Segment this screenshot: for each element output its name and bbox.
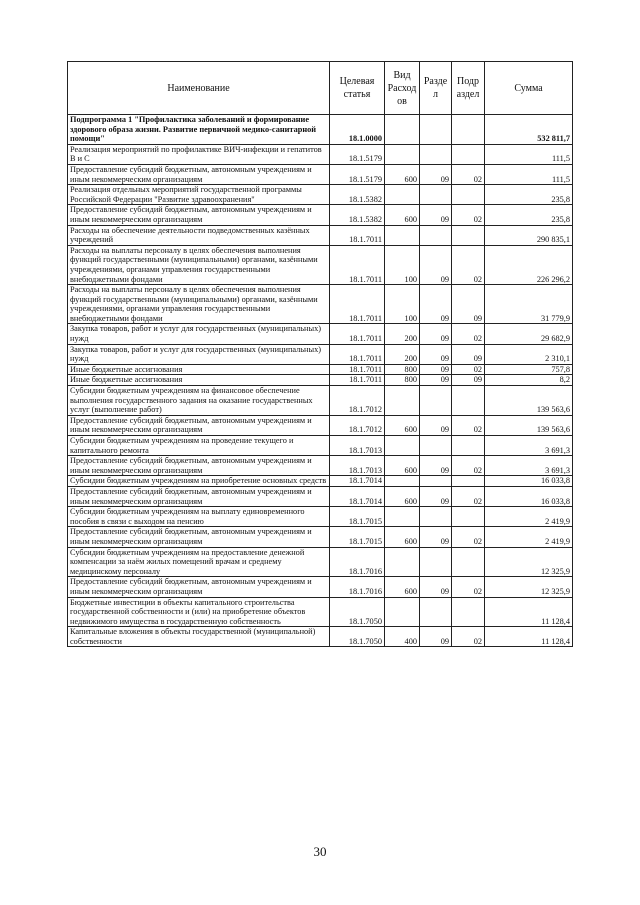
row-subsection-cell: 02 xyxy=(452,164,485,184)
row-section-cell: 09 xyxy=(420,375,452,386)
table-row xyxy=(68,456,573,476)
row-type-cell: 600 xyxy=(385,205,420,225)
row-subsection-cell: 09 xyxy=(452,375,485,386)
row-name-cell: Иные бюджетные ассигнования xyxy=(68,375,330,386)
row-target-cell: 18.1.7015 xyxy=(330,527,385,547)
row-target-cell: 18.1.7014 xyxy=(330,476,385,487)
row-section-cell: 09 xyxy=(420,164,452,184)
row-target-cell: 18.1.5382 xyxy=(330,205,385,225)
row-type-cell xyxy=(385,115,420,145)
row-type-cell: 200 xyxy=(385,324,420,344)
row-subsection-cell: 02 xyxy=(452,456,485,476)
page-number: 30 xyxy=(313,844,327,859)
row-section-cell xyxy=(420,115,452,145)
row-sum-cell: 290 835,1 xyxy=(485,225,573,245)
row-name-cell: Закупка товаров, работ и услуг для государственных (муниципальных) нужд xyxy=(68,324,330,344)
row-subsection-cell xyxy=(452,225,485,245)
row-target-cell: 18.1.7011 xyxy=(330,245,385,284)
row-section-cell: 09 xyxy=(420,364,452,375)
row-sum-cell: 31 779,9 xyxy=(485,285,573,324)
row-type-cell: 200 xyxy=(385,344,420,364)
row-section-cell: 09 xyxy=(420,627,452,647)
header-name: Наименование xyxy=(68,62,330,115)
row-name-cell: Предоставление субсидий бюджетным, автономным учреждениям и иным некоммерческим организациям xyxy=(68,205,330,225)
table-row xyxy=(68,436,573,456)
row-type-cell xyxy=(385,547,420,577)
table-body xyxy=(68,115,573,647)
row-target-cell: 18.1.7011 xyxy=(330,375,385,386)
table-row xyxy=(68,386,573,416)
row-section-cell: 09 xyxy=(420,486,452,506)
row-type-cell: 800 xyxy=(385,375,420,386)
row-sum-cell: 11 128,4 xyxy=(485,627,573,647)
table-row xyxy=(68,527,573,547)
row-subsection-cell: 09 xyxy=(452,285,485,324)
row-target-cell: 18.1.7011 xyxy=(330,225,385,245)
row-type-cell: 600 xyxy=(385,415,420,435)
header-sum: Сумма xyxy=(485,62,573,115)
row-name-cell: Субсидии бюджетным учреждениям на финансовое обеспечение выполнения государственного задания на оказание государственных услуг (выполнение работ) xyxy=(68,386,330,416)
row-sum-cell: 226 296,2 xyxy=(485,245,573,284)
table-row xyxy=(68,476,573,487)
row-target-cell: 18.1.5382 xyxy=(330,185,385,205)
row-type-cell: 600 xyxy=(385,164,420,184)
row-section-cell xyxy=(420,386,452,416)
row-name-cell: Бюджетные инвестиции в объекты капитального строительства государственной собственности и (или) на приобретение объектов недвижимого имущества в государственную собственность xyxy=(68,597,330,627)
row-target-cell: 18.1.7011 xyxy=(330,344,385,364)
row-type-cell: 100 xyxy=(385,245,420,284)
row-subsection-cell xyxy=(452,185,485,205)
row-target-cell: 18.1.7011 xyxy=(330,364,385,375)
row-target-cell: 18.1.7013 xyxy=(330,456,385,476)
row-target-cell: 18.1.7050 xyxy=(330,597,385,627)
row-type-cell: 100 xyxy=(385,285,420,324)
row-section-cell: 09 xyxy=(420,205,452,225)
row-target-cell: 18.1.7014 xyxy=(330,486,385,506)
row-type-cell xyxy=(385,507,420,527)
row-subsection-cell xyxy=(452,507,485,527)
row-subsection-cell xyxy=(452,115,485,145)
row-name-cell: Субсидии бюджетным учреждениям на проведение текущего и капитального ремонта xyxy=(68,436,330,456)
row-subsection-cell xyxy=(452,597,485,627)
header-target: Целевая статья xyxy=(330,62,385,115)
row-sum-cell: 235,8 xyxy=(485,205,573,225)
row-name-cell: Расходы на обеспечение деятельности подведомственных казённых учреждений xyxy=(68,225,330,245)
row-name-cell: Предоставление субсидий бюджетным, автономным учреждениям и иным некоммерческим организациям xyxy=(68,164,330,184)
row-subsection-cell: 02 xyxy=(452,415,485,435)
table-row xyxy=(68,205,573,225)
row-name-cell: Расходы на выплаты персоналу в целях обеспечения выполнения функций государственными (муниципальными) органами, казёнными учреждениями, органами управления государственными внебюджетными фондами xyxy=(68,245,330,284)
row-section-cell xyxy=(420,507,452,527)
row-type-cell: 400 xyxy=(385,627,420,647)
row-target-cell: 18.1.7011 xyxy=(330,285,385,324)
row-subsection-cell: 02 xyxy=(452,245,485,284)
table-row xyxy=(68,285,573,324)
table-row xyxy=(68,225,573,245)
row-sum-cell: 757,8 xyxy=(485,364,573,375)
row-target-cell: 18.1.7011 xyxy=(330,324,385,344)
row-sum-cell: 12 325,9 xyxy=(485,577,573,597)
table-row xyxy=(68,245,573,284)
row-section-cell: 09 xyxy=(420,577,452,597)
row-name-cell: Субсидии бюджетным учреждениям на выплату единовременного пособия в связи с выходом на пенсию xyxy=(68,507,330,527)
row-section-cell xyxy=(420,225,452,245)
row-type-cell: 600 xyxy=(385,527,420,547)
table-row xyxy=(68,507,573,527)
row-subsection-cell xyxy=(452,476,485,487)
row-section-cell: 09 xyxy=(420,285,452,324)
table-row xyxy=(68,375,573,386)
table-row xyxy=(68,627,573,647)
row-subsection-cell xyxy=(452,144,485,164)
row-type-cell: 600 xyxy=(385,577,420,597)
table-row xyxy=(68,144,573,164)
row-type-cell xyxy=(385,597,420,627)
header-section: Разде л xyxy=(420,62,452,115)
table-row xyxy=(68,486,573,506)
table-row xyxy=(68,164,573,184)
row-sum-cell: 16 033,8 xyxy=(485,476,573,487)
row-target-cell: 18.1.5179 xyxy=(330,144,385,164)
row-name-cell: Предоставление субсидий бюджетным, автономным учреждениям и иным некоммерческим организациям xyxy=(68,415,330,435)
row-target-cell: 18.1.5179 xyxy=(330,164,385,184)
row-sum-cell: 235,8 xyxy=(485,185,573,205)
row-subsection-cell xyxy=(452,436,485,456)
row-type-cell xyxy=(385,185,420,205)
row-sum-cell: 11 128,4 xyxy=(485,597,573,627)
table-row xyxy=(68,344,573,364)
row-section-cell xyxy=(420,547,452,577)
row-type-cell: 600 xyxy=(385,456,420,476)
row-subsection-cell: 02 xyxy=(452,627,485,647)
row-target-cell: 18.1.7050 xyxy=(330,627,385,647)
row-subsection-cell xyxy=(452,547,485,577)
row-type-cell: 600 xyxy=(385,486,420,506)
row-name-cell: Реализация мероприятий по профилактике ВИЧ-инфекции и гепатитов В и С xyxy=(68,144,330,164)
row-name-cell: Предоставление субсидий бюджетным, автономным учреждениям и иным некоммерческим организациям xyxy=(68,486,330,506)
row-target-cell: 18.1.7013 xyxy=(330,436,385,456)
budget-table xyxy=(67,61,573,647)
row-type-cell xyxy=(385,436,420,456)
row-name-cell: Субсидии бюджетным учреждениям на приобретение основных средств xyxy=(68,476,330,487)
row-type-cell xyxy=(385,225,420,245)
row-section-cell: 09 xyxy=(420,456,452,476)
row-name-cell: Капитальные вложения в объекты государственной (муниципальной) собственности xyxy=(68,627,330,647)
row-subsection-cell: 02 xyxy=(452,486,485,506)
row-sum-cell: 8,2 xyxy=(485,375,573,386)
row-name-cell: Предоставление субсидий бюджетным, автономным учреждениям и иным некоммерческим организациям xyxy=(68,577,330,597)
row-name-cell: Расходы на выплаты персоналу в целях обеспечения выполнения функций государственными (муниципальными) органами, казёнными учреждениями, органами управления государственными внебюджетными фондами xyxy=(68,285,330,324)
header-subsection: Подр аздел xyxy=(452,62,485,115)
row-type-cell xyxy=(385,476,420,487)
row-sum-cell: 2 419,9 xyxy=(485,527,573,547)
row-sum-cell: 12 325,9 xyxy=(485,547,573,577)
row-section-cell xyxy=(420,436,452,456)
row-subsection-cell: 02 xyxy=(452,577,485,597)
table-row xyxy=(68,364,573,375)
table-row xyxy=(68,324,573,344)
table-row xyxy=(68,577,573,597)
row-sum-cell: 16 033,8 xyxy=(485,486,573,506)
row-type-cell xyxy=(385,144,420,164)
row-target-cell: 18.1.7016 xyxy=(330,547,385,577)
table-row xyxy=(68,547,573,577)
row-sum-cell: 139 563,6 xyxy=(485,386,573,416)
row-sum-cell: 3 691,3 xyxy=(485,436,573,456)
row-type-cell xyxy=(385,386,420,416)
row-name-cell: Предоставление субсидий бюджетным, автономным учреждениям и иным некоммерческим организациям xyxy=(68,456,330,476)
row-subsection-cell: 02 xyxy=(452,324,485,344)
row-subsection-cell: 09 xyxy=(452,344,485,364)
row-sum-cell: 111,5 xyxy=(485,144,573,164)
row-name-cell: Субсидии бюджетным учреждениям на предоставление денежной компенсации за наём жилых помещений врачам и среднему медицинскому персоналу xyxy=(68,547,330,577)
row-sum-cell: 3 691,3 xyxy=(485,456,573,476)
row-subsection-cell: 02 xyxy=(452,527,485,547)
row-sum-cell: 29 682,9 xyxy=(485,324,573,344)
row-name-cell: Реализация отдельных мероприятий государственной программы Российской Федерации "Развитие здравоохранения" xyxy=(68,185,330,205)
row-type-cell: 800 xyxy=(385,364,420,375)
row-section-cell: 09 xyxy=(420,245,452,284)
table-row xyxy=(68,415,573,435)
row-section-cell: 09 xyxy=(420,344,452,364)
row-target-cell: 18.1.0000 xyxy=(330,115,385,145)
row-name-cell: Закупка товаров, работ и услуг для государственных (муниципальных) нужд xyxy=(68,344,330,364)
row-subsection-cell xyxy=(452,386,485,416)
row-target-cell: 18.1.7012 xyxy=(330,415,385,435)
row-section-cell: 09 xyxy=(420,324,452,344)
row-sum-cell: 532 811,7 xyxy=(485,115,573,145)
header-type: Вид Расход ов xyxy=(385,62,420,115)
header-row xyxy=(68,62,573,115)
row-section-cell xyxy=(420,476,452,487)
row-name-cell: Предоставление субсидий бюджетным, автономным учреждениям и иным некоммерческим организациям xyxy=(68,527,330,547)
row-subsection-cell: 02 xyxy=(452,205,485,225)
table-row xyxy=(68,597,573,627)
row-name-cell: Иные бюджетные ассигнования xyxy=(68,364,330,375)
row-section-cell xyxy=(420,185,452,205)
row-target-cell: 18.1.7016 xyxy=(330,577,385,597)
row-sum-cell: 2 419,9 xyxy=(485,507,573,527)
row-section-cell: 09 xyxy=(420,415,452,435)
row-name-cell: Подпрограмма 1 "Профилактика заболеваний и формирование здорового образа жизни. Развитие первичной медико-санитарной помощи" xyxy=(68,115,330,145)
row-subsection-cell: 02 xyxy=(452,364,485,375)
row-section-cell: 09 xyxy=(420,527,452,547)
row-section-cell xyxy=(420,144,452,164)
table-row xyxy=(68,115,573,145)
row-target-cell: 18.1.7015 xyxy=(330,507,385,527)
table-header xyxy=(68,62,573,115)
table-row xyxy=(68,185,573,205)
row-sum-cell: 139 563,6 xyxy=(485,415,573,435)
row-sum-cell: 2 310,1 xyxy=(485,344,573,364)
row-sum-cell: 111,5 xyxy=(485,164,573,184)
row-target-cell: 18.1.7012 xyxy=(330,386,385,416)
row-section-cell xyxy=(420,597,452,627)
